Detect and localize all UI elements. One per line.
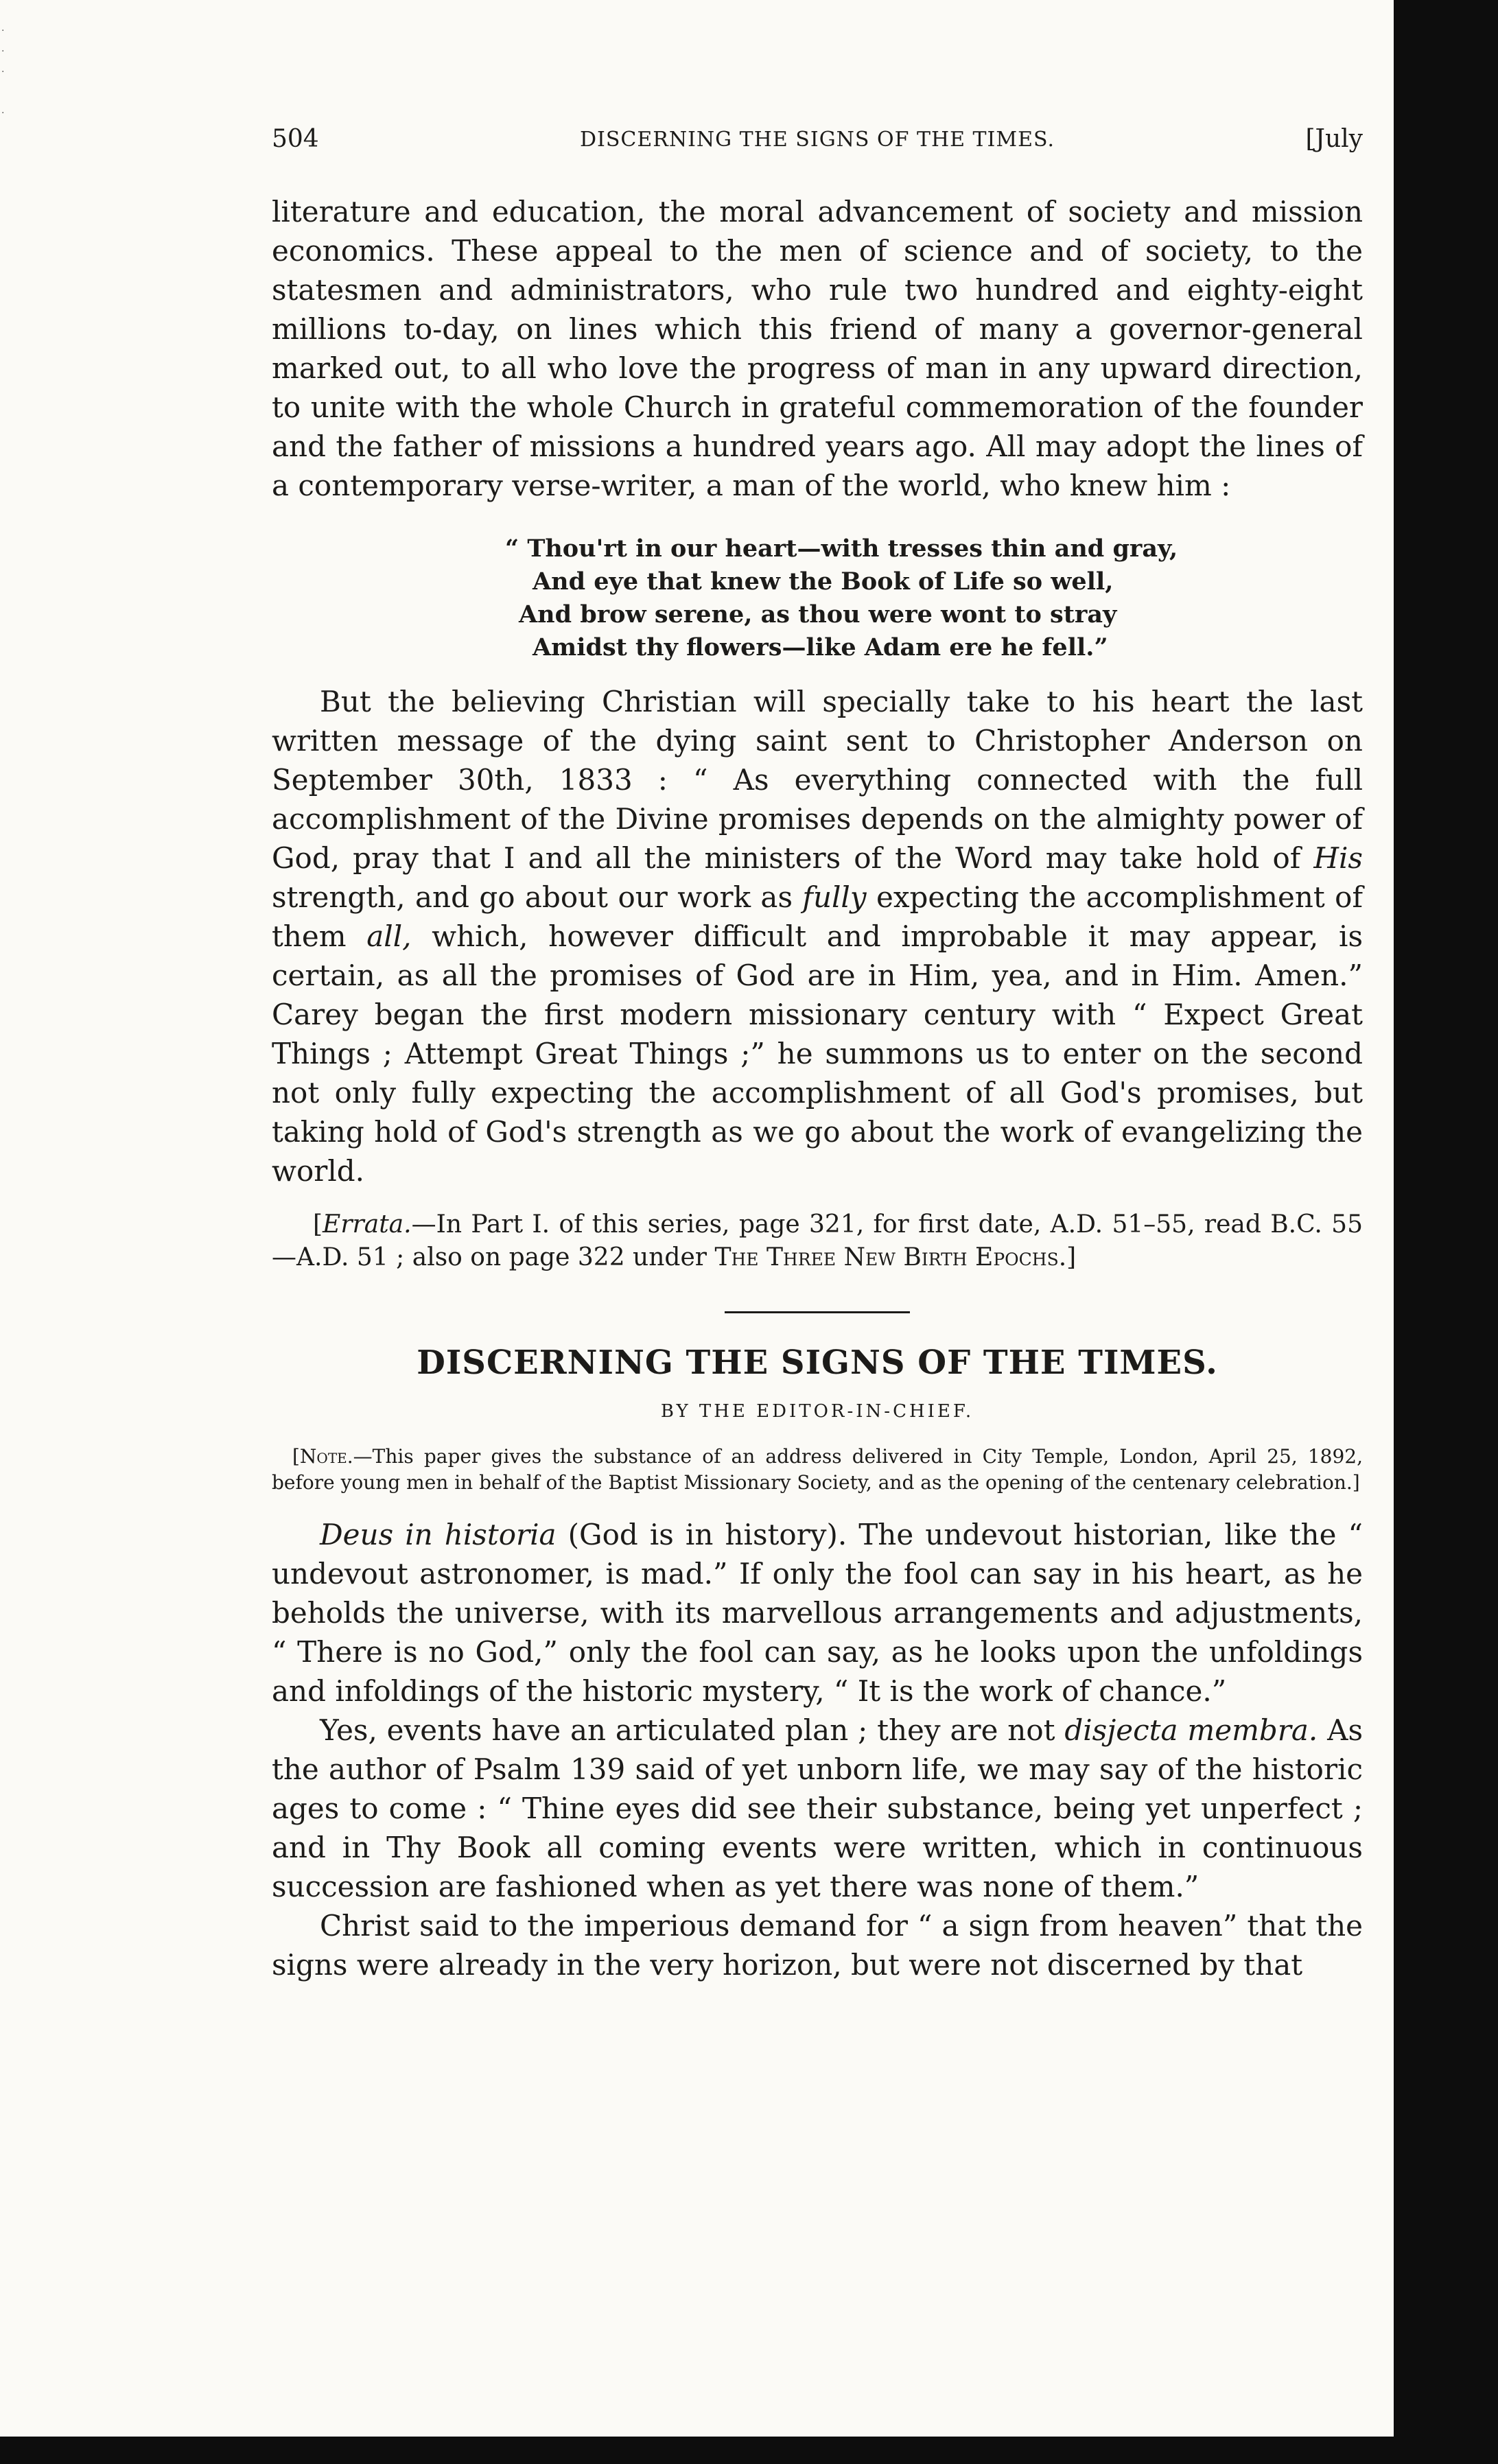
scan-edge-right — [1394, 0, 1498, 2464]
errata-close: ] — [1066, 1243, 1077, 1271]
running-month: [July — [1305, 125, 1363, 153]
carey-emph-all: all, — [366, 919, 412, 953]
poem-quote — [505, 532, 1363, 664]
editor-note — [272, 1444, 1363, 1496]
running-header — [272, 125, 1363, 166]
page-number: 504 — [272, 125, 319, 153]
errata-heading-ref: The Three New Birth Epochs. — [714, 1243, 1067, 1271]
carey-paragraph — [272, 682, 1363, 1190]
events-text-1: Yes, events have an articulated plan ; they are not — [320, 1713, 1065, 1747]
poem-line-2: And eye that knew the Book of Life so well, — [533, 567, 1114, 596]
carey-emph-his: His — [1313, 841, 1363, 875]
page-body — [272, 192, 1363, 1984]
scan-edge-bottom — [0, 2437, 1498, 2464]
events-text-2: As the author of Psalm 139 said of yet unborn life, we may say of the historic ages to come : “ Thine eyes did see their substance, being yet unperfect ; and in Thy Book all coming events were written, which in continuous succession are fashioned when as yet there was none of them.” — [272, 1713, 1363, 1903]
deus-latin: Deus in historia — [320, 1518, 557, 1551]
poem-line-4: Amidst thy flowers—like Adam ere he fell.” — [533, 633, 1108, 661]
section-title: DISCERNING THE SIGNS OF THE TIMES. — [417, 1344, 1218, 1382]
carey-emph-fully: fully — [802, 880, 867, 914]
poem-line-3: And brow serene, as thou were wont to stray — [519, 600, 1117, 629]
carey-text-2: strength, and go about our work as — [272, 880, 803, 914]
scan-specks: · · · · — [1, 25, 5, 119]
carey-text-1: But the believing Christian will specially take to his heart the last written message of the dying saint sent to Christopher Anderson on September 30th, 1833 : “ As everything connected with the full accomplishment of the Divine promises depends on the almighty power of God, pray that I and all the ministers of the Word may take hold of — [272, 685, 1363, 875]
errata-note — [272, 1208, 1363, 1274]
errata-open: [ — [313, 1210, 323, 1239]
section-divider — [725, 1311, 910, 1313]
deus-text: (God is in history). The undevout historian, like the “ undevout astronomer, is mad.” If only the fool can say in his heart, as he beholds the universe, with its marvellous arrangements and adjustments, “ There is no God,” only the fool can say, as he looks upon the unfoldings and infoldings of the historic mystery, “ It is the work of chance.” — [272, 1518, 1363, 1708]
intro-paragraph: literature and education, the moral advancement of society and mission economics. These appeal to the men of science and of society, to the statesmen and administrators, who rule two hundred and eighty-eight millions to-day, on lines which this friend of many a governor-general marked out, to all who love the progress of man in any upward direction, to unite with the whole Church in grateful commemoration of the founder and the father of missions a hundred years ago. All may adopt the lines of a contemporary verse-writer, a man of the world, who knew him : — [272, 195, 1363, 502]
events-latin: disjecta membra. — [1064, 1713, 1318, 1747]
running-title: DISCERNING THE SIGNS OF THE TIMES. — [579, 128, 1055, 152]
errata-text: —In Part I. of this series, page 321, for first date, A.D. 51–55, read B.C. 55—A.D. 51 ; also on page 322 under — [272, 1210, 1363, 1271]
events-paragraph — [272, 1711, 1363, 1906]
errata-label: Errata. — [323, 1210, 412, 1239]
note-text: —This paper gives the substance of an address delivered in City Temple, London, April 25, 1892, before young men in behalf of the Baptist Missionary Society, and as the opening of the centenary celebration.] — [272, 1445, 1363, 1494]
section-byline: BY THE EDITOR-IN-CHIEF. — [660, 1401, 974, 1422]
carey-text-3: expecting the accomplishment of them — [272, 880, 1363, 953]
carey-text-4: which, however difficult and improbable it may appear, is certain, as all the promises of God are in Him, yea, and in Him. Amen.” Carey began the first modern missionary century with “ Expect Great Things ; Attempt Great Things ;” he summons us to enter on the second not only fully expecting the accomplishment of all God's promises, but taking hold of God's strength as we go about the work of evangelizing the world. — [272, 919, 1363, 1188]
poem-line-1: “ Thou'rt in our heart—with tresses thin and gray, — [505, 535, 1178, 563]
deus-paragraph — [272, 1515, 1363, 1711]
note-label: [Note. — [292, 1445, 353, 1468]
christ-paragraph: Christ said to the imperious demand for “ a sign from heaven” that the signs were already in the very horizon, but were not discerned by that — [272, 1909, 1363, 1982]
